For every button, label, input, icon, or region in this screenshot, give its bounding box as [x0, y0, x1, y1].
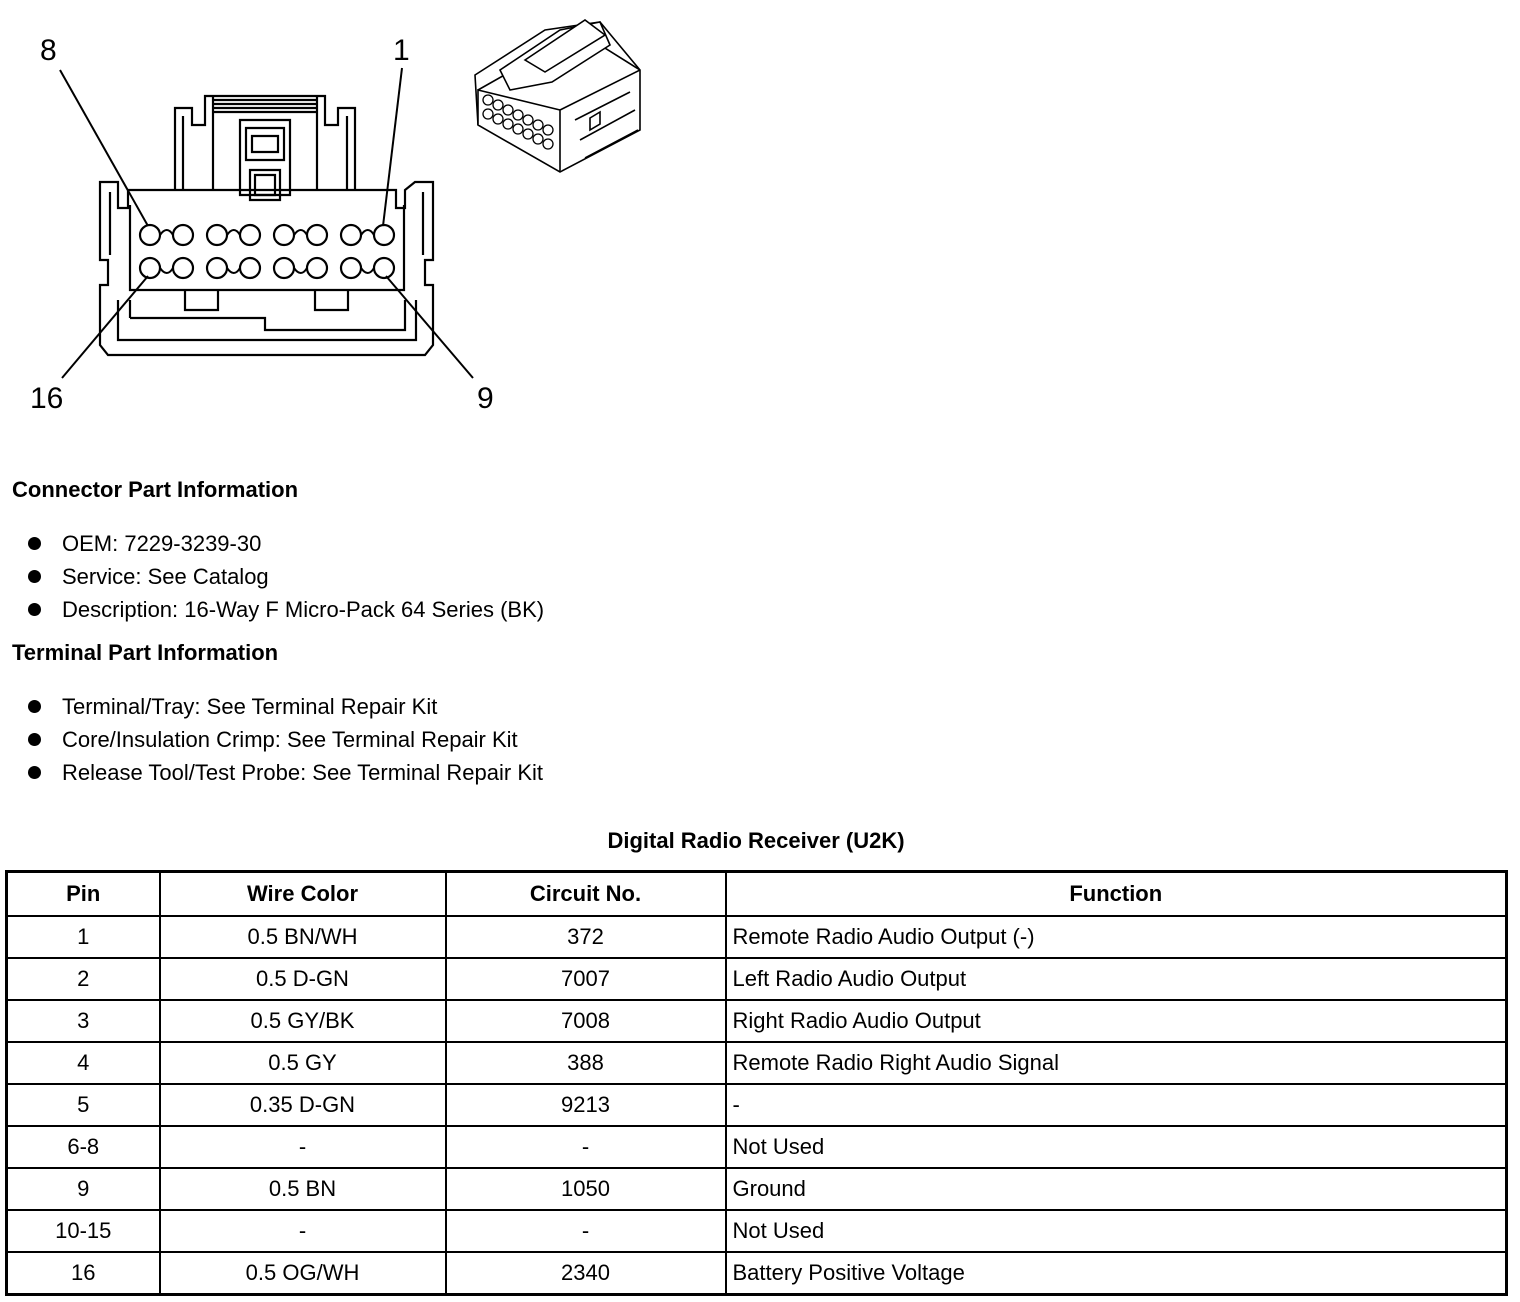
- cell-function: Remote Radio Audio Output (-): [726, 916, 1507, 958]
- list-item-text: OEM: 7229-3239-30: [62, 531, 262, 556]
- terminal-info-list: [28, 690, 543, 789]
- list-item-text: Terminal/Tray: See Terminal Repair Kit: [62, 694, 438, 719]
- cell-pin: 3: [7, 1000, 160, 1042]
- header-function: Function: [726, 872, 1507, 917]
- list-item: [28, 756, 543, 789]
- list-item-text: Service: See Catalog: [62, 564, 269, 589]
- list-item: [28, 690, 543, 723]
- cell-wire-color: 0.5 BN: [160, 1168, 446, 1210]
- cell-function: -: [726, 1084, 1507, 1126]
- bullet-icon: [28, 570, 41, 583]
- connector-3d-view: [475, 20, 640, 172]
- cell-pin: 5: [7, 1084, 160, 1126]
- connector-info-title: Connector Part Information: [12, 477, 299, 502]
- pin-label-9: 9: [477, 382, 494, 415]
- cell-function: Left Radio Audio Output: [726, 958, 1507, 1000]
- list-item-text: Description: 16-Way F Micro-Pack 64 Series (BK): [62, 597, 545, 622]
- bullet-icon: [28, 603, 41, 616]
- pinout-table: [5, 870, 1508, 1296]
- cell-pin: 10-15: [7, 1210, 160, 1252]
- table-row: [7, 958, 1507, 1000]
- table-row: [7, 1210, 1507, 1252]
- cell-pin: 9: [7, 1168, 160, 1210]
- connector-info-list: [28, 527, 544, 626]
- cell-wire-color: 0.5 GY: [160, 1042, 446, 1084]
- pin-label-16: 16: [30, 382, 64, 415]
- cell-wire-color: 0.5 GY/BK: [160, 1000, 446, 1042]
- table-row: [7, 1168, 1507, 1210]
- list-item-text: Release Tool/Test Probe: See Terminal Repair Kit: [62, 760, 543, 785]
- cell-wire-color: -: [160, 1210, 446, 1252]
- header-circuit-no: Circuit No.: [446, 872, 726, 917]
- cell-pin: 4: [7, 1042, 160, 1084]
- cell-function: Remote Radio Right Audio Signal: [726, 1042, 1507, 1084]
- cell-function: Right Radio Audio Output: [726, 1000, 1507, 1042]
- cell-circuit: 7008: [446, 1000, 726, 1042]
- cell-pin: 2: [7, 958, 160, 1000]
- list-item: [28, 560, 544, 593]
- cell-wire-color: 0.5 D-GN: [160, 958, 446, 1000]
- cell-function: Not Used: [726, 1126, 1507, 1168]
- cell-circuit: -: [446, 1126, 726, 1168]
- bullet-icon: [28, 766, 41, 779]
- cell-function: Ground: [726, 1168, 1507, 1210]
- table-row: [7, 916, 1507, 958]
- cell-circuit: 7007: [446, 958, 726, 1000]
- list-item: [28, 527, 544, 560]
- pin-label-1: 1: [393, 34, 410, 67]
- table-row: [7, 1252, 1507, 1295]
- table-header-row: [7, 872, 1507, 917]
- table-row: [7, 1042, 1507, 1084]
- header-wire-color: Wire Color: [160, 872, 446, 917]
- cell-wire-color: 0.5 OG/WH: [160, 1252, 446, 1295]
- cell-circuit: 2340: [446, 1252, 726, 1295]
- connector-diagram: [0, 0, 700, 440]
- cell-wire-color: 0.5 BN/WH: [160, 916, 446, 958]
- cell-circuit: 9213: [446, 1084, 726, 1126]
- cell-wire-color: -: [160, 1126, 446, 1168]
- cell-wire-color: 0.35 D-GN: [160, 1084, 446, 1126]
- cell-circuit: 388: [446, 1042, 726, 1084]
- list-item: [28, 723, 543, 756]
- terminal-cavities: [140, 225, 394, 278]
- header-pin: Pin: [7, 872, 160, 917]
- bullet-icon: [28, 733, 41, 746]
- pin-label-8: 8: [40, 34, 57, 67]
- cell-pin: 16: [7, 1252, 160, 1295]
- table-row: [7, 1084, 1507, 1126]
- table-row: [7, 1126, 1507, 1168]
- bullet-icon: [28, 700, 41, 713]
- cell-function: Battery Positive Voltage: [726, 1252, 1507, 1295]
- list-item-text: Core/Insulation Crimp: See Terminal Repair Kit: [62, 727, 518, 752]
- pin-leaders: [60, 68, 473, 378]
- terminal-info-title: Terminal Part Information: [12, 640, 279, 665]
- bullet-icon: [28, 537, 41, 550]
- cell-circuit: 1050: [446, 1168, 726, 1210]
- table-title: Digital Radio Receiver (U2K): [607, 828, 905, 853]
- table-row: [7, 1000, 1507, 1042]
- cell-pin: 6-8: [7, 1126, 160, 1168]
- list-item: [28, 593, 544, 626]
- cell-circuit: -: [446, 1210, 726, 1252]
- cell-function: Not Used: [726, 1210, 1507, 1252]
- cell-circuit: 372: [446, 916, 726, 958]
- cell-pin: 1: [7, 916, 160, 958]
